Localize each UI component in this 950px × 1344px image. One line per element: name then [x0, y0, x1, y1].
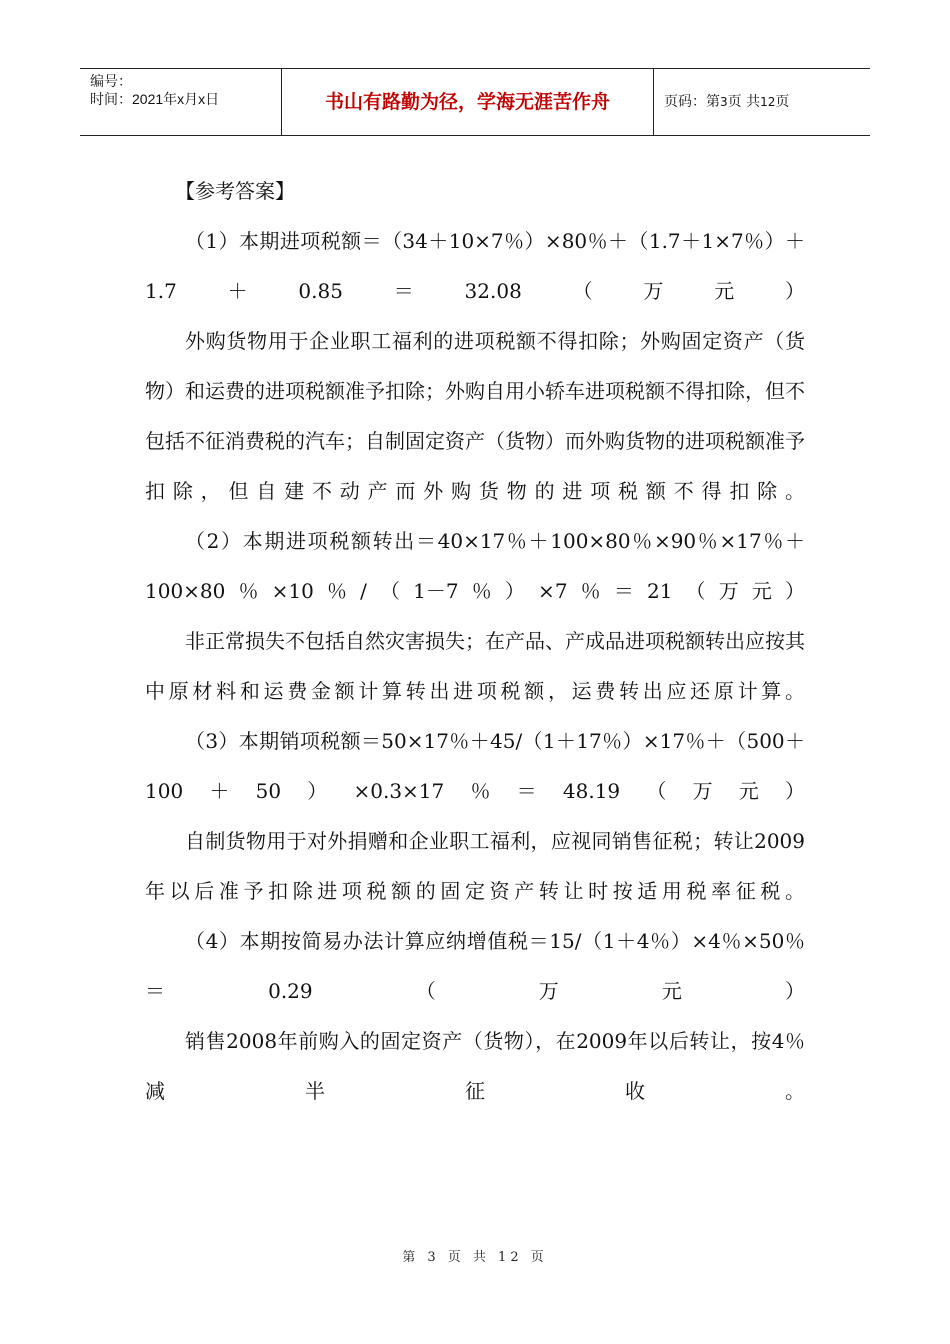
page-label-prefix: 页码：第 [664, 94, 720, 110]
page-footer: 第 3 页 共 12 页 [402, 1250, 548, 1265]
answer-paragraph: 销售2008年前购入的固定资产（货物），在2009年以后转让，按4％减半征收。 [145, 1029, 805, 1103]
page-label-mid: 页 共 [727, 94, 761, 110]
page-header [80, 68, 870, 136]
page-total-number: 12 [760, 95, 776, 109]
document-number-label: 编号： [90, 73, 132, 89]
answer-paragraph: （2）本期进项税额转出＝40×17％＋100×80％×90％×17％＋100×80％×10％/（1－7％）×7％＝21（万元） [145, 529, 805, 603]
header-meta [80, 69, 282, 135]
header-page-info [654, 69, 870, 135]
answer-paragraph: 外购货物用于企业职工福利的进项税额不得扣除；外购固定资产（货物）和运费的进项税额准予扣除；外购自用小轿车进项税额不得扣除，但不包括不征消费税的汽车；自制固定资产（货物）而外购货物的进项税额准予扣除，但自建不动产而外购货物的进项税额不得扣除。 [145, 329, 805, 503]
answer-paragraph: （1）本期进项税额＝（34＋10×7％）×80％＋（1.7＋1×7％）＋1.7＋0.85＝32.08（万元） [145, 229, 805, 303]
answer-title: 【参考答案】 [175, 179, 295, 203]
header-motto: 书山有路勤为径，学海无涯苦作舟 [282, 69, 654, 135]
document-time-label: 时间：2021年x月x日 [90, 91, 220, 107]
answer-paragraph: 非正常损失不包括自然灾害损失；在产品、产成品进项税额转出应按其中原材料和运费金额计算转出进项税额，运费转出应还原计算。 [145, 629, 805, 703]
answer-paragraph: （4）本期按简易办法计算应纳增值税＝15/（1＋4％）×4％×50％＝0.29（万元） [145, 929, 805, 1003]
answer-paragraph: （3）本期销项税额＝50×17％＋45/（1＋17％）×17％＋（500＋100＋50）×0.3×17％＝48.19（万元） [145, 729, 805, 803]
answer-section [145, 166, 805, 1116]
page-current-number: 3 [720, 95, 728, 109]
page-label-suffix: 页 [775, 94, 790, 110]
answer-paragraph: 自制货物用于对外捐赠和企业职工福利，应视同销售征税；转让2009年以后准予扣除进项税额的固定资产转让时按适用税率征税。 [145, 829, 805, 903]
